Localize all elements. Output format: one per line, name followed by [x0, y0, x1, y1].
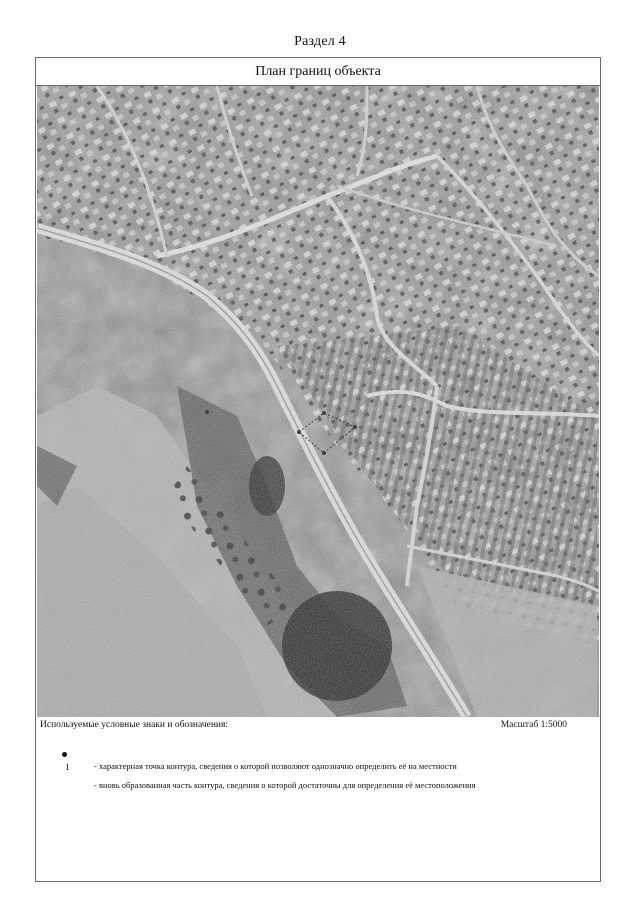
legend-item-new-part-text: - вновь образованная часть контура, сведения о которой достаточны для определения её местоположения — [94, 780, 476, 790]
section-title: Раздел 4 — [294, 34, 346, 49]
boundary-point-symbol — [62, 752, 67, 757]
scale-label: Масштаб 1:5000 — [500, 720, 567, 730]
plan-title: План границ объекта — [36, 58, 600, 86]
legend-heading: Используемые условные знаки и обозначения: — [40, 720, 229, 730]
legend-item-point-text: - характерная точка контура, сведения о которой позволяют однозначно определить её на местности — [94, 761, 457, 771]
plan-frame — [35, 57, 601, 882]
aerial-map — [37, 86, 599, 717]
boundary-point-number: 1 — [65, 762, 70, 772]
